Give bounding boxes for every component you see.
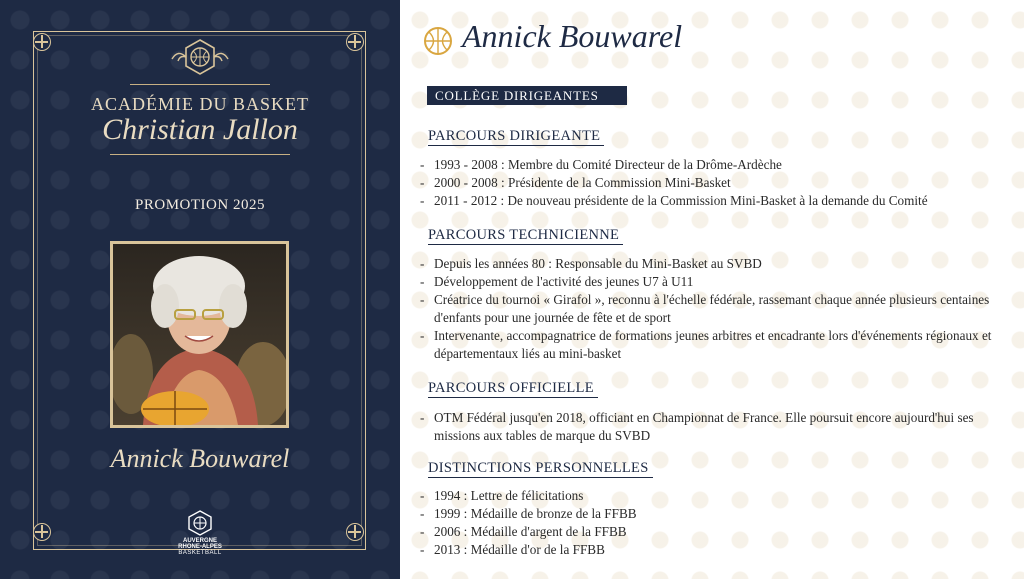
corner-ornament-icon — [346, 33, 364, 51]
list-item: - 1993 - 2008 : Membre du Comité Directeur de la Drôme-Ardèche — [420, 157, 782, 172]
list-item: - 1999 : Médaille de bronze de la FFBB — [420, 506, 637, 521]
list-item: - 2011 - 2012 : De nouveau présidente de la Commission Mini-Basket à la demande du Comité — [420, 193, 928, 208]
basketball-icon — [187, 510, 213, 536]
list-item: - Intervenante, accompagnatrice de formations jeunes arbitres et encadrante lors d'événements régionaux et départementaux liés au mini-basket — [420, 328, 992, 361]
academy-crest-icon — [168, 37, 232, 77]
list-item: - OTM Fédéral jusqu'en 2018, officiant en Championnat de France. Elle poursuit encore aujourd'hui ses missions aux tables de marque du SVBD — [420, 410, 974, 443]
list-distinctions — [420, 487, 1010, 559]
portrait-photo — [110, 241, 289, 428]
list-item: - Développement de l'activité des jeunes U7 à U11 — [420, 274, 694, 289]
corner-ornament-icon — [346, 523, 364, 541]
section-title-dirigeante: PARCOURS DIRIGEANTE — [428, 128, 604, 146]
ara-basketball-logo — [176, 510, 224, 556]
logo-line-1: AUVERGNE — [182, 538, 217, 544]
section-title-officielle: PARCOURS OFFICIELLE — [428, 380, 598, 398]
logo-line-3: BASKETBALL — [178, 550, 222, 556]
person-name-left: Annick Bouwarel — [110, 444, 290, 473]
list-item: - Depuis les années 80 : Responsable du Mini-Basket au SVBD — [420, 256, 762, 271]
divider — [110, 154, 290, 155]
corner-ornament-icon — [33, 33, 51, 51]
list-officielle — [420, 409, 1010, 445]
corner-ornament-icon — [33, 523, 51, 541]
logo-line-2: RHONE-ALPES — [178, 544, 222, 550]
list-item: - 2013 : Médaille d'or de la FFBB — [420, 542, 605, 557]
list-dirigeante — [420, 156, 1010, 210]
section-title-technicienne: PARCOURS TECHNICIENNE — [428, 227, 623, 245]
category-badge: COLLÈGE DIRIGEANTES — [427, 86, 627, 105]
list-item: - Créatrice du tournoi « Girafol », reconnu à l'échelle fédérale, rassemant chaque année plusieurs centaines d'enfants pour une journée de fête et de sport — [420, 292, 990, 325]
left-panel — [0, 0, 400, 579]
list-item: - 1994 : Lettre de félicitations — [420, 488, 584, 503]
basketball-icon — [423, 26, 453, 56]
list-technicienne — [420, 255, 1010, 363]
academy-title: ACADÉMIE DU BASKET — [91, 94, 309, 114]
list-item: - 2000 - 2008 : Présidente de la Commission Mini-Basket — [420, 175, 731, 190]
academy-name: Christian Jallon — [102, 113, 298, 146]
promotion-label: PROMOTION 2025 — [135, 197, 265, 213]
list-item: - 2006 : Médaille d'argent de la FFBB — [420, 524, 627, 539]
person-name-title: Annick Bouwarel — [462, 18, 683, 54]
divider — [130, 84, 270, 85]
section-title-distinctions: DISTINCTIONS PERSONNELLES — [428, 460, 653, 478]
